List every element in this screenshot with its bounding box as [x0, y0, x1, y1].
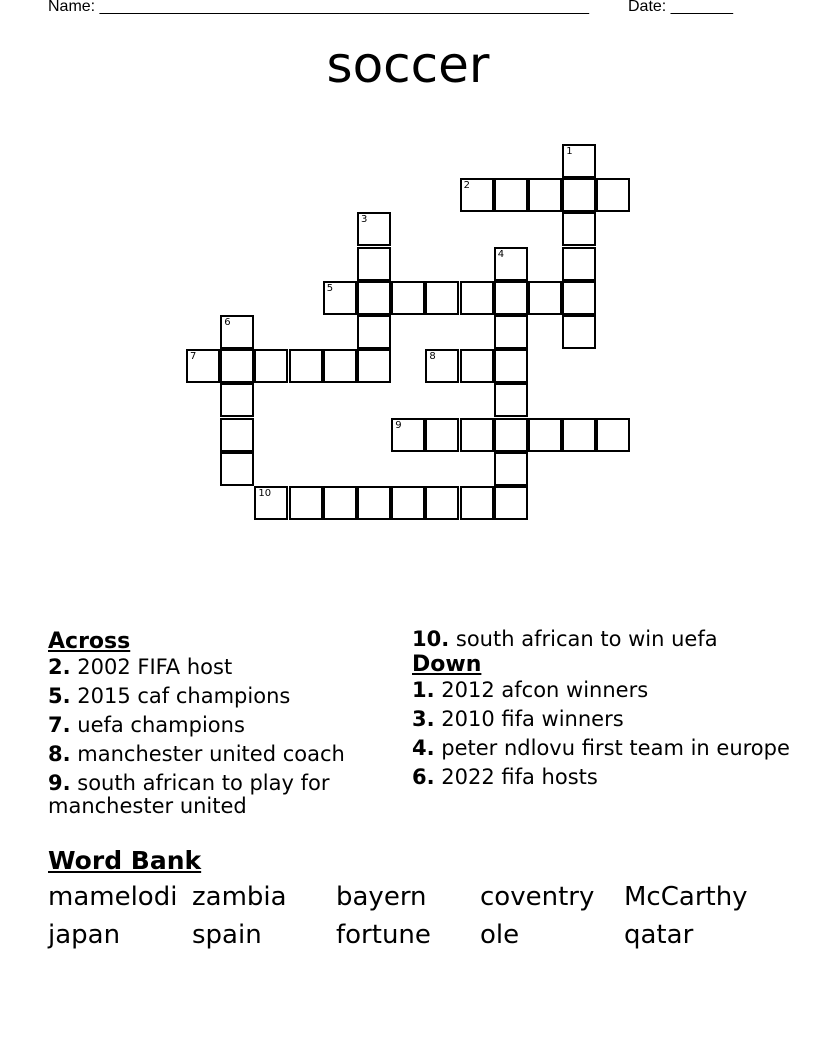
- crossword-cell[interactable]: [357, 212, 391, 246]
- crossword-cell[interactable]: [460, 486, 494, 520]
- clue-number: 4.: [412, 736, 435, 760]
- clue-text: 2012 afcon winners: [434, 678, 649, 702]
- across-clue-list: [48, 656, 398, 818]
- clue-number-label: 3: [361, 214, 368, 226]
- crossword-cell[interactable]: [528, 418, 562, 452]
- clue-number: 5.: [48, 684, 71, 708]
- crossword-cell[interactable]: [425, 281, 459, 315]
- clue-text: 2010 fifa winners: [434, 707, 624, 731]
- clue-number: 7.: [48, 713, 71, 737]
- crossword-cell[interactable]: [528, 281, 562, 315]
- clue-number: 9.: [48, 771, 71, 795]
- clue-number-label: 7: [190, 351, 197, 363]
- crossword-cell[interactable]: [289, 486, 323, 520]
- clue-text: uefa champions: [70, 713, 245, 737]
- crossword-cell[interactable]: [289, 349, 323, 383]
- crossword-cell[interactable]: [357, 349, 391, 383]
- crossword-cell[interactable]: [425, 486, 459, 520]
- crossword-cell[interactable]: [562, 281, 596, 315]
- clue-text: 2015 caf champions: [70, 684, 291, 708]
- crossword-cell[interactable]: [323, 281, 357, 315]
- word-bank-item: fortune: [336, 920, 431, 950]
- crossword-cell[interactable]: [254, 486, 288, 520]
- crossword-cell[interactable]: [494, 418, 528, 452]
- crossword-cell[interactable]: [494, 486, 528, 520]
- crossword-cell[interactable]: [357, 281, 391, 315]
- crossword-cell[interactable]: [391, 418, 425, 452]
- word-bank-item: ole: [480, 920, 520, 950]
- crossword-cell[interactable]: [562, 212, 596, 246]
- clue-number-label: 9: [395, 419, 402, 431]
- clue-number-label: 5: [326, 282, 334, 294]
- word-bank-item: mamelodi: [48, 882, 178, 912]
- clue-number: 10.: [412, 627, 450, 651]
- clue-number: 3.: [412, 707, 435, 731]
- crossword-cell[interactable]: [494, 452, 528, 486]
- clue-item: [48, 685, 398, 708]
- crossword-cell[interactable]: [528, 178, 562, 212]
- down-heading: Down: [412, 652, 482, 677]
- crossword-cell[interactable]: [562, 178, 596, 212]
- crossword-cell[interactable]: [254, 349, 288, 383]
- crossword-cell[interactable]: [494, 281, 528, 315]
- clue-item: [412, 737, 792, 760]
- crossword-cell[interactable]: [494, 349, 528, 383]
- clue-number-label: 8: [429, 351, 436, 363]
- crossword-cell[interactable]: [562, 315, 596, 349]
- clue-item: [48, 656, 398, 679]
- crossword-cell[interactable]: [391, 281, 425, 315]
- word-bank-item: japan: [48, 920, 121, 950]
- word-bank-title: Word Bank: [48, 846, 202, 875]
- clue-item: [412, 679, 792, 702]
- clue-item: [48, 772, 398, 818]
- crossword-cell[interactable]: [494, 315, 528, 349]
- clue-item: [412, 766, 792, 789]
- clue-item: [412, 708, 792, 731]
- clue-text: 2002 FIFA host: [70, 655, 233, 679]
- across-clue-continued: [412, 628, 792, 651]
- clue-number-label: 10: [258, 488, 272, 499]
- crossword-cell[interactable]: [220, 418, 254, 452]
- word-bank-item: bayern: [336, 882, 427, 912]
- date-field-label[interactable]: Date: _______: [628, 0, 733, 15]
- crossword-cell[interactable]: [596, 178, 630, 212]
- crossword-cell[interactable]: [562, 247, 596, 281]
- crossword-cell[interactable]: [562, 144, 596, 178]
- crossword-cell[interactable]: [357, 247, 391, 281]
- crossword-cell[interactable]: [220, 452, 254, 486]
- clue-text: manchester united coach: [70, 742, 345, 766]
- page-title: soccer: [326, 36, 490, 94]
- clue-text: 2022 fifa hosts: [434, 765, 598, 789]
- crossword-cell[interactable]: [220, 383, 254, 417]
- clue-number-label: 6: [224, 317, 231, 328]
- crossword-cell[interactable]: [220, 315, 254, 349]
- down-clue-list: [412, 679, 792, 789]
- clue-number-label: 1: [566, 146, 573, 157]
- clue-item: [48, 714, 398, 737]
- crossword-cell[interactable]: [186, 349, 220, 383]
- clues-right-column: [412, 628, 792, 795]
- word-bank-item: qatar: [624, 920, 694, 950]
- word-bank-item: spain: [192, 920, 262, 950]
- crossword-cell[interactable]: [494, 383, 528, 417]
- across-heading: Across: [48, 629, 131, 654]
- clue-text: south african to play for manchester united: [48, 771, 330, 818]
- crossword-cell[interactable]: [460, 178, 494, 212]
- crossword-cell[interactable]: [425, 349, 459, 383]
- crossword-cell[interactable]: [494, 247, 528, 281]
- clue-text: peter ndlovu first team in europe: [434, 736, 790, 760]
- crossword-cell[interactable]: [460, 418, 494, 452]
- crossword-cell[interactable]: [460, 281, 494, 315]
- clue-item: [48, 743, 398, 766]
- clue-number: 6.: [412, 765, 435, 789]
- word-bank-item: coventry: [480, 882, 595, 912]
- name-field-label[interactable]: Name: _______________________________________________________: [48, 0, 589, 15]
- crossword-cell[interactable]: [323, 486, 357, 520]
- crossword-cell[interactable]: [220, 349, 254, 383]
- crossword-cell[interactable]: [494, 178, 528, 212]
- clue-number: 1.: [412, 678, 435, 702]
- word-bank-item: McCarthy: [624, 882, 748, 912]
- clue-number-label: 4: [497, 248, 505, 260]
- crossword-cell[interactable]: [357, 315, 391, 349]
- word-bank-item: zambia: [192, 882, 287, 912]
- clue-number: 8.: [48, 742, 71, 766]
- clue-number: 2.: [48, 655, 71, 679]
- crossword-cell[interactable]: [562, 418, 596, 452]
- crossword-cell[interactable]: [323, 349, 357, 383]
- crossword-cell[interactable]: [391, 486, 425, 520]
- clue-text: south african to win uefa: [455, 627, 718, 651]
- crossword-cell[interactable]: [425, 418, 459, 452]
- clues-left-column: [48, 628, 398, 824]
- crossword-cell[interactable]: [460, 349, 494, 383]
- crossword-cell[interactable]: [596, 418, 630, 452]
- crossword-cell[interactable]: [357, 486, 391, 520]
- clue-number-label: 2: [463, 180, 470, 192]
